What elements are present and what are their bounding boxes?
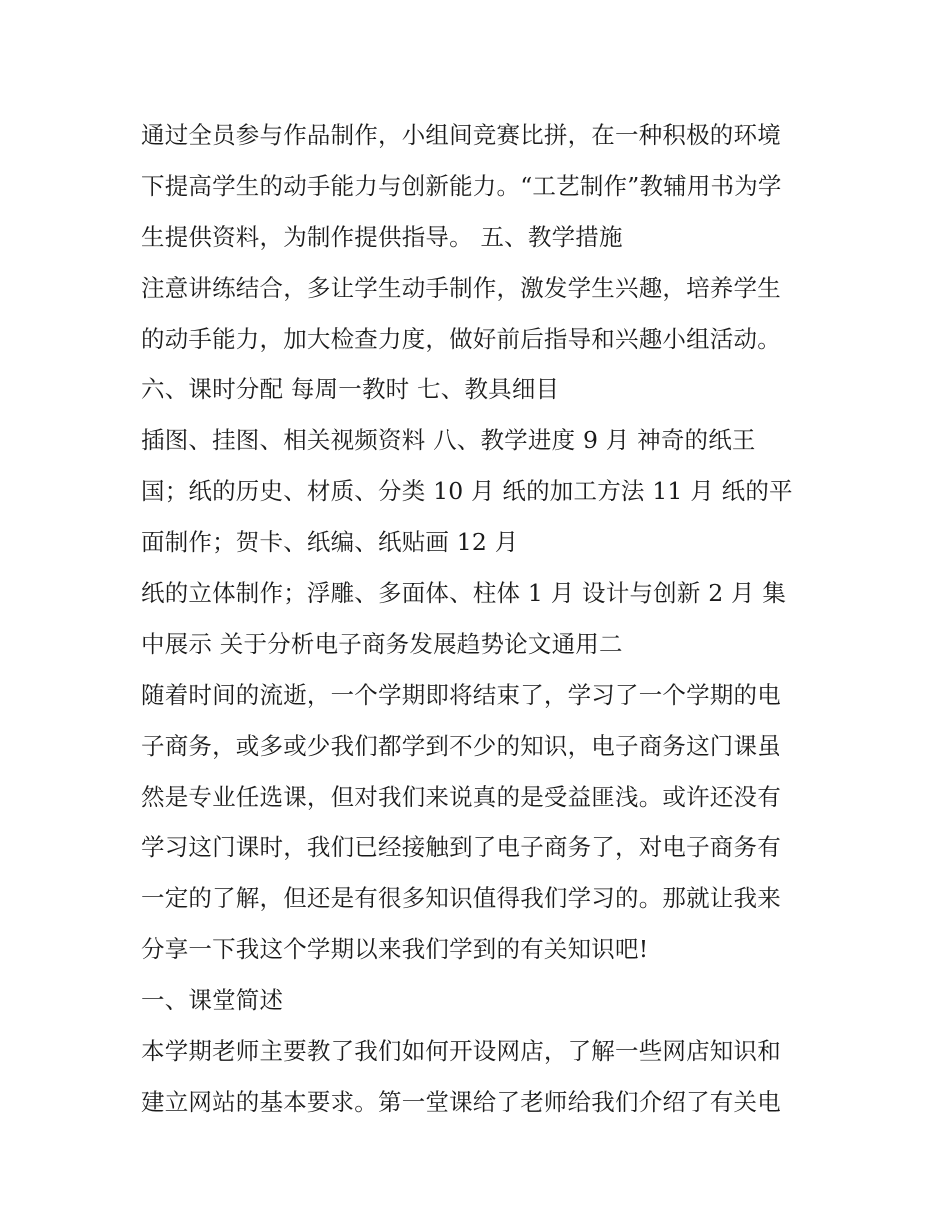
body-text bbox=[141, 110, 831, 1128]
text-line: 通过全员参与作品制作，小组间竞赛比拼，在一种积极的环境 bbox=[141, 121, 781, 149]
text-line: 子商务，或多或少我们都学到不少的知识，电子商务这门课虽 bbox=[141, 731, 781, 760]
text-line: 一定的了解，但还是有很多知识值得我们学习的。那就让我来 bbox=[141, 884, 781, 913]
text-line: 本学期老师主要教了我们如何开设网店，了解一些网店知识和 bbox=[141, 1037, 781, 1066]
text-line: 随着时间的流逝，一个学期即将结束了，学习了一个学期的电 bbox=[141, 680, 781, 709]
section-heading: 一、课堂简述 bbox=[141, 986, 284, 1015]
text-line: 面制作；贺卡、纸编、纸贴画 12 月 bbox=[141, 528, 519, 557]
text-line: 生提供资料，为制作提供指导。 五、教学措施 bbox=[141, 222, 623, 251]
text-line: 的动手能力，加大检查力度，做好前后指导和兴趣小组活动。 bbox=[141, 324, 781, 353]
text-line: 建立网站的基本要求。第一堂课给了老师给我们介绍了有关电 bbox=[141, 1087, 781, 1116]
text-line: 学习这门课时，我们已经接触到了电子商务了，对电子商务有 bbox=[141, 833, 781, 862]
text-line: 六、课时分配 每周一教时 七、教具细目 bbox=[141, 375, 560, 404]
text-line: 国；纸的历史、材质、分类 10 月 纸的加工方法 11 月 纸的平 bbox=[141, 477, 793, 506]
text-line: 然是专业任选课，但对我们来说真的是受益匪浅。或许还没有 bbox=[141, 782, 781, 811]
text-line: 中展示 关于分析电子商务发展趋势论文通用二 bbox=[141, 629, 623, 658]
text-line: 纸的立体制作；浮雕、多面体、柱体 1 月 设计与创新 2 月 集 bbox=[141, 579, 787, 608]
text-line: 注意讲练结合，多让学生动手制作，激发学生兴趣，培养学生 bbox=[141, 273, 781, 302]
text-line: 分享一下我这个学期以来我们学到的有关知识吧! bbox=[141, 935, 649, 964]
text-line: 下提高学生的动手能力与创新能力。“工艺制作”教辅用书为学 bbox=[141, 171, 782, 200]
text-line: 插图、挂图、相关视频资料 八、教学进度 9 月 神奇的纸王 bbox=[141, 426, 756, 455]
